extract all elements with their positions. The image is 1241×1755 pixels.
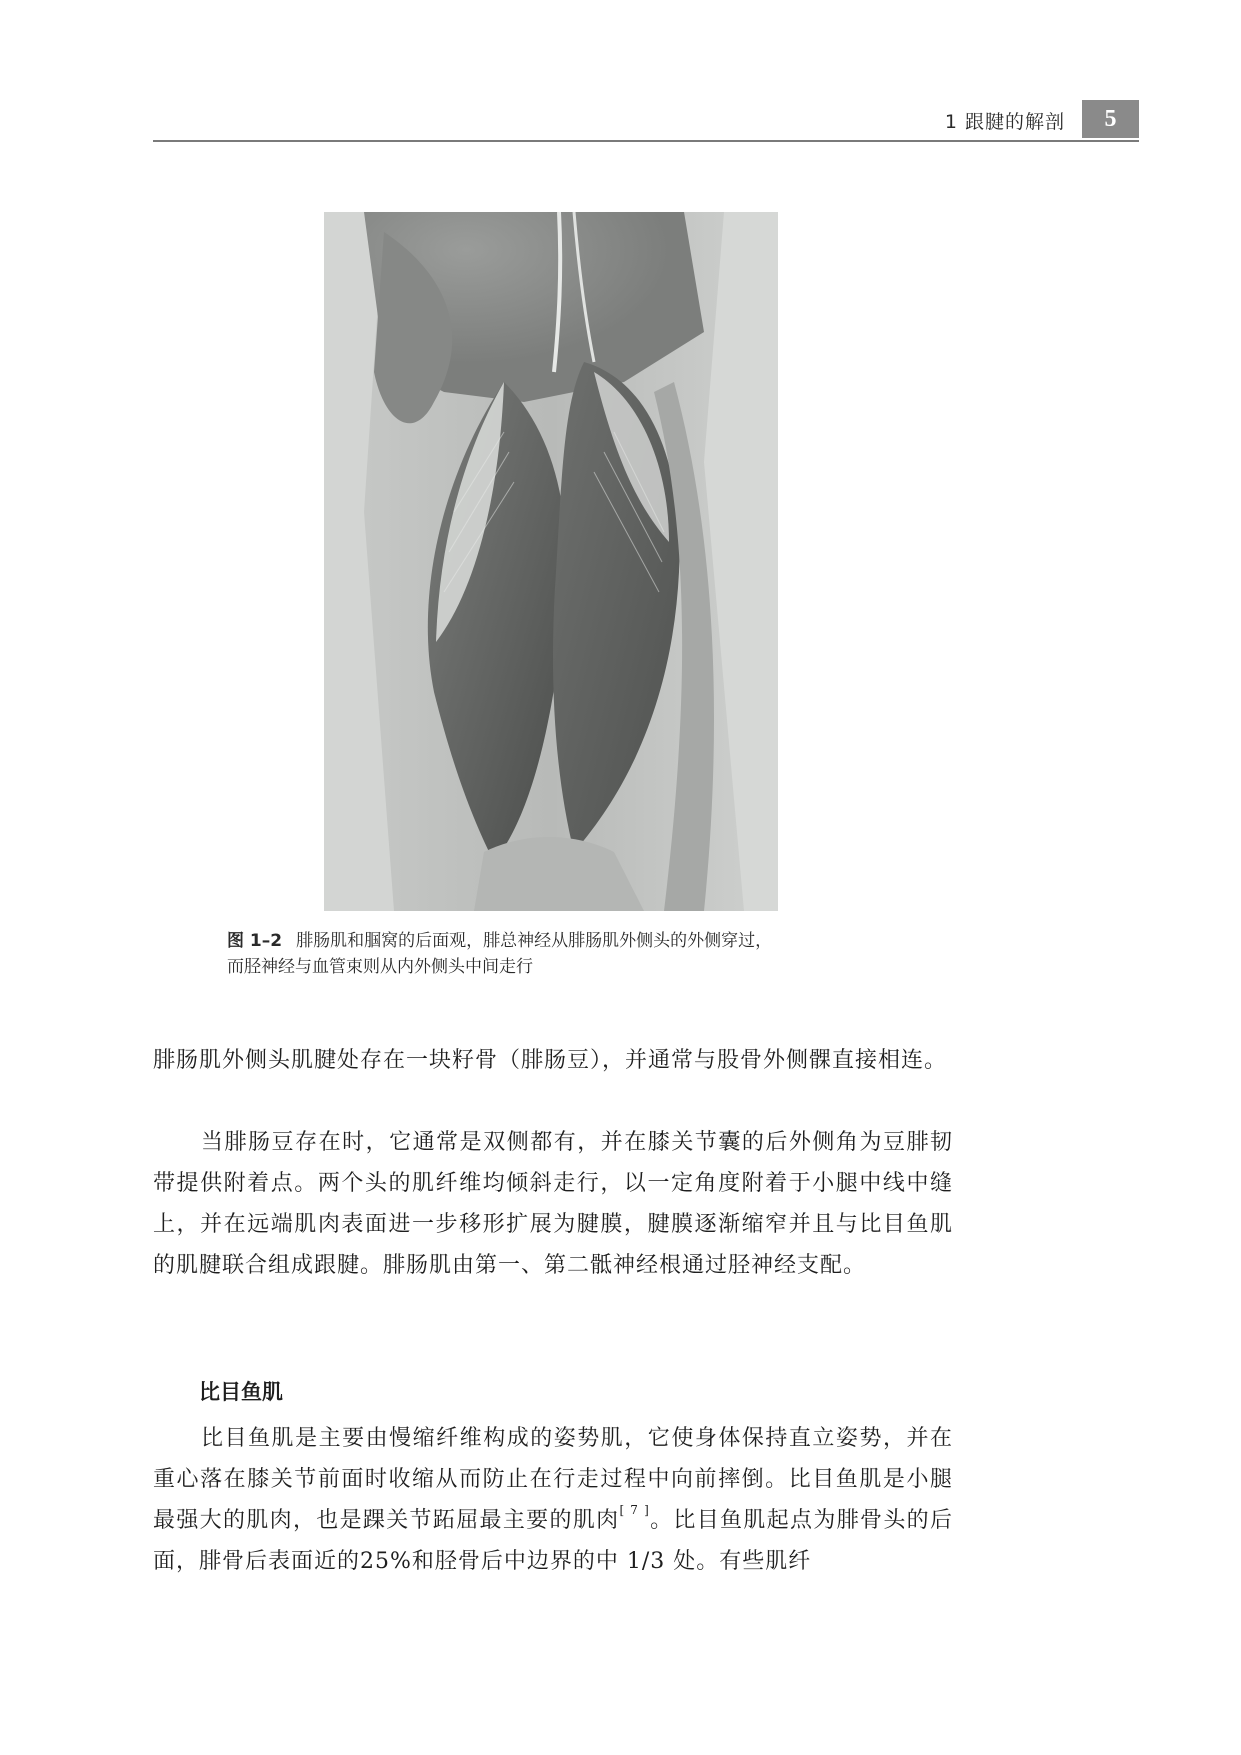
- figure-caption: [227, 928, 987, 980]
- caption-line-2: 而胫神经与血管束则从内外侧头中间走行: [227, 957, 533, 977]
- caption-line-1: 腓肠肌和腘窝的后面观，腓总神经从腓肠肌外侧头的外侧穿过，: [296, 931, 773, 951]
- cadaver-dissection-photo: [324, 212, 778, 911]
- paragraph-3-text-a: 比目鱼肌是主要由慢缩纤维构成的姿势肌，它使身体保持直立姿势，并在重心落在膝关节前面时收缩从而防止在行走过程中向前摔倒。比目鱼肌是小腿最强大的肌肉，也是踝关节跖屈最主要的肌肉: [153, 1426, 953, 1533]
- section-heading: 比目鱼肌: [199, 1380, 283, 1404]
- page-number: 5: [1082, 100, 1139, 138]
- paragraph-3-text-b: 。比目鱼肌起点为腓骨头的后面，腓骨后表面近的25%和胫骨后中边界的中 1/3 处。有些肌纤: [153, 1508, 953, 1574]
- chapter-title: 1 跟腱的解剖: [944, 111, 1065, 133]
- running-header: [153, 100, 1139, 142]
- body-paragraph-2: 当腓肠豆存在时，它通常是双侧都有，并在膝关节囊的后外侧角为豆腓韧带提供附着点。两个头的肌纤维均倾斜走行，以一定角度附着于小腿中线中缝上，并在远端肌肉表面进一步移形扩展为腱膜，腱膜逐渐缩窄并且与比目鱼肌的肌腱联合组成跟腱。腓肠肌由第一、第二骶神经根通过胫神经支配。: [153, 1130, 953, 1278]
- figure-label: 图 1–2: [227, 931, 283, 951]
- body-paragraph-1: 腓肠肌外侧头肌腱处存在一块籽骨（腓肠豆），并通常与股骨外侧髁直接相连。: [153, 1048, 948, 1073]
- body-paragraph-3: [153, 1418, 953, 1582]
- citation-ref[interactable]: [ 7 ]: [619, 1503, 650, 1517]
